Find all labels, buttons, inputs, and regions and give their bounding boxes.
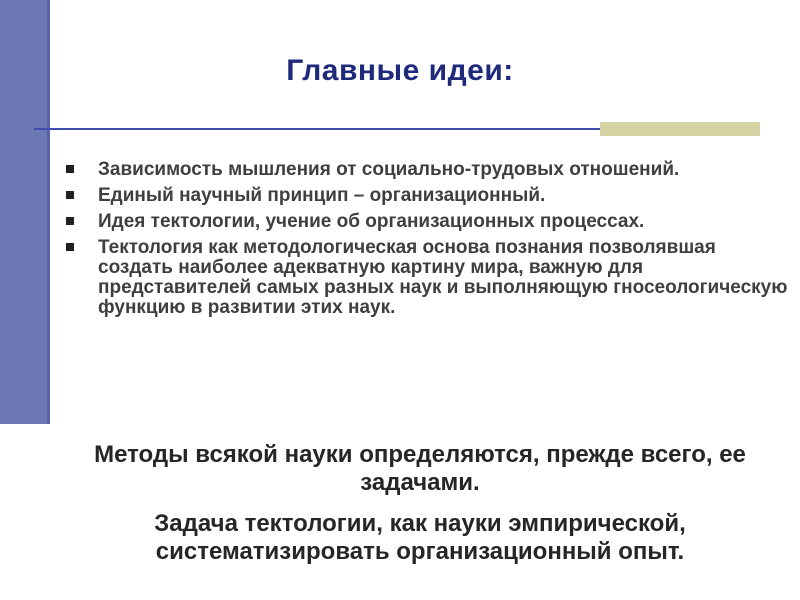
slide-title: Главные идеи: <box>286 54 514 87</box>
bullet-text: Единый научный принцип – организационный. <box>98 185 546 206</box>
tectology-task-statement: Задача тектологии, как науки эмпирической, систематизировать организационный опыт. <box>154 510 686 565</box>
bullet-text: Зависимость мышления от социально-трудовых отношений. <box>98 159 680 180</box>
divider-accent-block <box>600 122 760 136</box>
list-item <box>64 212 794 232</box>
bullet-text: Идея тектологии, учение об организационных процессах. <box>98 211 645 232</box>
list-item <box>64 238 794 318</box>
square-bullet-icon <box>66 243 74 251</box>
square-bullet-icon <box>66 165 74 173</box>
list-item <box>64 186 794 206</box>
bullet-list <box>64 160 794 324</box>
bullet-text: Тектология как методологическая основа познания позволявшая создать наиболее адекватную картину мира, важную для представителей самых разных наук и выполняющую гносеологическую функцию в развитии этих наук. <box>98 237 788 318</box>
square-bullet-icon <box>66 217 74 225</box>
square-bullet-icon <box>66 191 74 199</box>
list-item <box>64 160 794 180</box>
methods-statement: Методы всякой науки определяются, прежде всего, ее задачами. <box>94 441 746 496</box>
